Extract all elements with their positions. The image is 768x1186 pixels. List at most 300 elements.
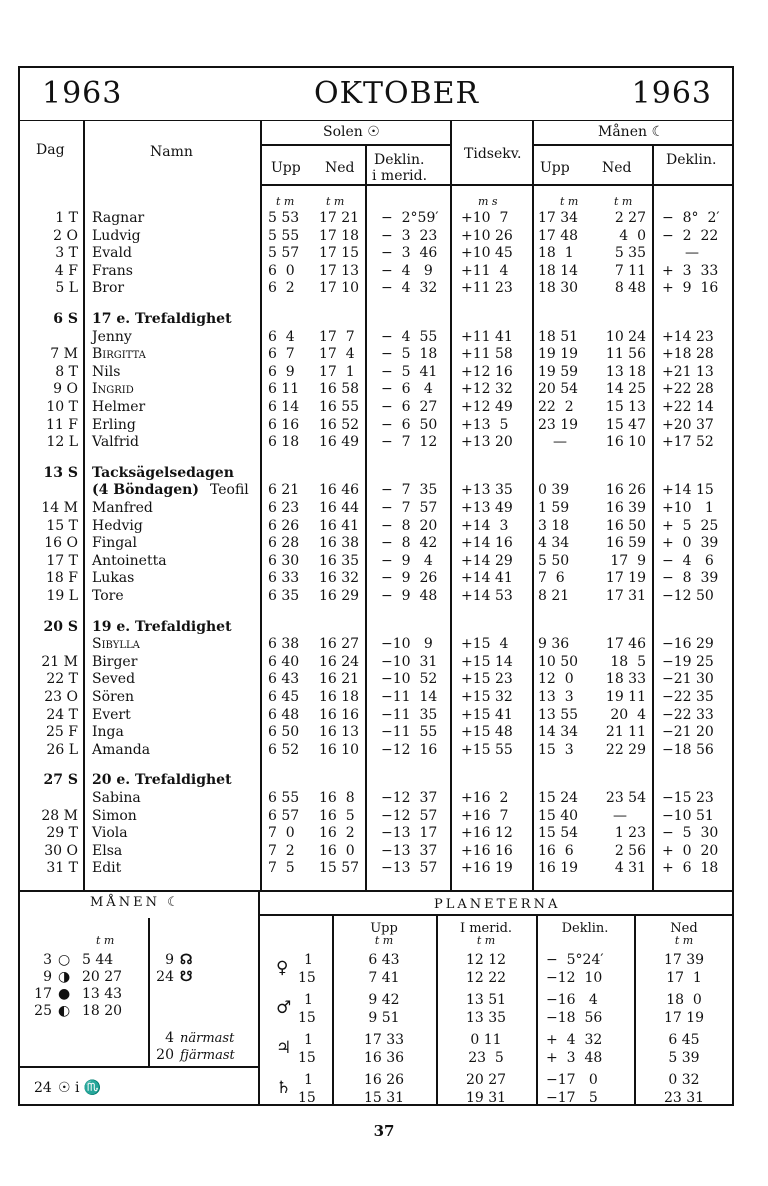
sun-set: 17 4 <box>319 346 355 363</box>
name-day: 20 e. Trefaldighet <box>92 772 232 789</box>
planet-symbol-icon: ♃ <box>276 1038 292 1058</box>
col-mane-upp: Upp <box>540 160 570 176</box>
sun-rise: 6 18 <box>268 434 300 451</box>
sun-declination: − 4 55 <box>381 328 438 345</box>
sun-rise: 6 55 <box>268 790 300 806</box>
planet-set: 6 45 <box>668 1032 700 1048</box>
name-day: Tore <box>92 588 124 604</box>
moon-set: 2 27 <box>614 210 646 226</box>
planet-symbol-icon: ♀ <box>276 958 289 978</box>
equation-of-time: +16 2 <box>461 790 509 806</box>
planet-col-rule-3 <box>536 914 538 1106</box>
equation-of-time: +12 32 <box>461 381 513 398</box>
sun-set: 17 1 <box>319 363 355 380</box>
name-day: Simon <box>92 807 137 824</box>
col-mane-ned: Ned <box>602 160 632 176</box>
planet-unit-merid: t m <box>476 934 496 947</box>
sun-declination: −13 17 <box>381 825 438 842</box>
moon-set: 4 0 <box>619 227 646 244</box>
planet-meridian: 0 11 <box>470 1032 502 1048</box>
sun-rise: 6 43 <box>268 671 300 688</box>
sun-declination: − 8 42 <box>381 535 438 552</box>
moon-declination: − 8° 2′ <box>662 210 720 226</box>
planet-date: 15 <box>298 1090 316 1106</box>
planet-meridian: 12 22 <box>465 970 507 986</box>
day-label: 7 M <box>50 346 78 363</box>
name-day: Valfrid <box>92 434 139 451</box>
name-day: Jenny <box>92 328 132 345</box>
manen-rule <box>532 144 734 146</box>
planet-declination: −16 4 <box>546 992 598 1008</box>
moon-set: 23 54 <box>605 790 646 806</box>
day-label: 2 O <box>53 227 78 244</box>
moon-set: 15 47 <box>605 416 646 433</box>
planet-declination: + 3 48 <box>546 1050 603 1066</box>
moon-rise: 17 34 <box>538 210 579 226</box>
unit-sol-ned: t m <box>326 195 345 208</box>
month-title: OKTOBER <box>314 76 480 111</box>
moon-rise: 19 19 <box>538 346 579 363</box>
moon-phase-day: 17 <box>34 986 52 1002</box>
sun-declination: −11 35 <box>381 706 438 723</box>
sun-set: 16 35 <box>319 552 360 569</box>
moon-rise: 0 39 <box>538 482 570 499</box>
moon-declination: +14 15 <box>662 482 714 499</box>
col-mane-deklin: Deklin. <box>666 152 717 168</box>
moon-set: 16 59 <box>605 535 646 552</box>
moon-phase-day: 25 <box>34 1003 52 1019</box>
moon-set: 17 19 <box>605 570 646 587</box>
moon-distance-label: fjärmast <box>180 1048 235 1063</box>
page-number: 37 <box>373 1122 395 1140</box>
col-dag: Dag <box>36 142 65 158</box>
moon-set: 18 5 <box>610 653 646 670</box>
sun-rise: 6 35 <box>268 588 300 604</box>
moon-declination: − 2 22 <box>662 227 719 244</box>
sun-set: 16 46 <box>319 482 360 499</box>
moon-declination: +21 13 <box>662 363 714 380</box>
planet-rise: 17 33 <box>363 1032 405 1048</box>
moon-rise: 13 55 <box>538 706 579 723</box>
sun-set: 16 32 <box>319 570 360 587</box>
name-day-extra: Teofil <box>210 482 249 499</box>
sun-rise: 7 2 <box>268 842 295 859</box>
equation-of-time: +15 32 <box>461 689 513 705</box>
sun-declination: − 4 9 <box>381 262 433 279</box>
day-label: 16 O <box>44 535 78 552</box>
moon-rise: 12 0 <box>538 671 574 688</box>
planets-title: PLANETERNA <box>434 897 561 912</box>
day-label: 27 S <box>43 772 78 789</box>
planet-meridian: 20 27 <box>465 1072 507 1088</box>
moon-declination: +14 23 <box>662 328 714 345</box>
zodiac-day: 24 <box>34 1080 52 1096</box>
moon-phase-time: 18 20 <box>82 1003 123 1019</box>
moon-distance-label: närmast <box>180 1031 235 1046</box>
moon-set: 19 11 <box>605 689 646 705</box>
sun-declination: −10 31 <box>381 653 438 670</box>
moon-rise: 9 36 <box>538 636 570 653</box>
planet-date: 15 <box>298 970 316 986</box>
day-label: 3 T <box>55 245 78 262</box>
day-label: 19 L <box>46 588 78 604</box>
name-day: Evert <box>92 706 131 723</box>
planet-set: 23 31 <box>663 1090 705 1106</box>
moon-declination: −21 30 <box>662 671 714 688</box>
equation-of-time: +15 14 <box>461 653 513 670</box>
rule-namn <box>260 120 262 890</box>
equation-of-time: +11 58 <box>461 346 513 363</box>
planet-declination: −17 0 <box>546 1072 598 1088</box>
col-manen: Månen ☾ <box>598 124 665 140</box>
sun-rise: 5 55 <box>268 227 300 244</box>
name-day: Birgitta <box>92 346 146 363</box>
sun-declination: − 9 26 <box>381 570 438 587</box>
moon-distance-day: 4 <box>165 1030 174 1046</box>
moon-declination: + 0 39 <box>662 535 719 552</box>
planet-head-ned: Ned <box>670 921 698 936</box>
sun-declination: − 6 4 <box>381 381 433 398</box>
name-day: Seved <box>92 671 136 688</box>
equation-of-time: +16 12 <box>461 825 513 842</box>
sun-set: 16 0 <box>319 842 355 859</box>
sun-declination: −10 52 <box>381 671 438 688</box>
sun-rise: 6 11 <box>268 381 300 398</box>
day-label: 12 L <box>46 434 78 451</box>
moon-declination: −21 20 <box>662 724 714 741</box>
sun-set: 16 29 <box>319 588 360 604</box>
sun-set: 15 57 <box>319 860 360 877</box>
sun-rise: 6 38 <box>268 636 300 653</box>
equation-of-time: +16 16 <box>461 842 513 859</box>
planet-meridian: 23 5 <box>468 1050 504 1066</box>
planet-date: 1 <box>304 952 313 968</box>
name-day: Nils <box>92 363 121 380</box>
moon-set: 17 46 <box>605 636 646 653</box>
sun-rise: 6 33 <box>268 570 300 587</box>
equation-of-time: +14 3 <box>461 517 509 534</box>
name-day: Lukas <box>92 570 135 587</box>
day-label: 1 T <box>55 210 78 226</box>
sun-set: 16 38 <box>319 535 360 552</box>
col-sol-imerid: i merid. <box>372 168 428 184</box>
sun-declination: − 7 35 <box>381 482 438 499</box>
moon-declination: −22 35 <box>662 689 714 705</box>
moon-declination: − 8 39 <box>662 570 719 587</box>
day-label: 13 S <box>43 464 78 481</box>
planet-date: 15 <box>298 1010 316 1026</box>
day-label: 14 M <box>41 500 78 516</box>
unit-tidsekv: m s <box>478 195 498 208</box>
planet-date: 1 <box>304 1032 313 1048</box>
equation-of-time: +12 16 <box>461 363 513 380</box>
day-label: 25 F <box>46 724 78 741</box>
name-day: Viola <box>92 825 128 842</box>
moon-rise: 18 14 <box>538 262 579 279</box>
planet-declination: + 4 32 <box>546 1032 603 1048</box>
moon-set: 21 11 <box>605 724 646 741</box>
bottom-divider <box>258 890 260 1106</box>
name-day: Sibylla <box>92 636 140 653</box>
moon-box-title: MÅNEN ☾ <box>90 895 182 910</box>
moon-rise: 1 59 <box>538 500 570 516</box>
planets-rule <box>258 914 734 916</box>
equation-of-time: +15 48 <box>461 724 513 741</box>
planet-head-deklin: Deklin. <box>561 921 609 936</box>
moon-declination: − 5 30 <box>662 825 719 842</box>
moon-declination: +18 28 <box>662 346 714 363</box>
sun-declination: − 6 50 <box>381 416 438 433</box>
moon-phase-day: 9 <box>43 969 52 985</box>
day-label: 15 T <box>46 517 78 534</box>
equation-of-time: +16 19 <box>461 860 513 877</box>
name-day: 17 e. Trefaldighet <box>92 311 232 327</box>
moon-set: 16 10 <box>605 434 646 451</box>
equation-of-time: +13 49 <box>461 500 513 516</box>
moon-rise: 19 59 <box>538 363 579 380</box>
moon-phase-time: 20 27 <box>82 969 123 985</box>
rule-dag <box>83 120 85 890</box>
day-label: 24 T <box>46 706 78 723</box>
moon-rise: 18 51 <box>538 328 579 345</box>
name-day: Sabina <box>92 790 141 806</box>
day-label: 9 O <box>53 381 78 398</box>
unit-sol-upp: t m <box>276 195 295 208</box>
moon-phase-icon: ○ <box>58 952 71 968</box>
planet-symbol-icon: ♄ <box>276 1078 292 1098</box>
moon-rise: 3 18 <box>538 517 570 534</box>
moon-set: 16 50 <box>605 517 646 534</box>
equation-of-time: +14 16 <box>461 535 513 552</box>
moon-node-day: 24 <box>156 969 174 985</box>
sun-declination: − 4 32 <box>381 280 438 297</box>
moon-declination: − 4 6 <box>662 552 714 569</box>
moon-rise: 15 40 <box>538 807 579 824</box>
planet-rise: 16 26 <box>363 1072 405 1088</box>
equation-of-time: +16 7 <box>461 807 509 824</box>
sun-rise: 6 7 <box>268 346 295 363</box>
sun-rise: 6 40 <box>268 653 300 670</box>
day-label: 31 T <box>46 860 78 877</box>
moon-declination: + 5 25 <box>662 517 719 534</box>
planet-set: 17 1 <box>666 970 702 986</box>
moon-declination: + 9 16 <box>662 280 719 297</box>
moon-set: 8 48 <box>614 280 646 297</box>
name-day: Ludvig <box>92 227 141 244</box>
moon-rise: 16 6 <box>538 842 574 859</box>
sun-rise: 7 5 <box>268 860 295 877</box>
calendar-frame <box>18 66 734 1106</box>
moon-declination: −18 56 <box>662 741 714 758</box>
sun-set: 17 13 <box>319 262 360 279</box>
moon-declination: +17 52 <box>662 434 714 451</box>
sun-set: 16 49 <box>319 434 360 451</box>
sun-declination: −12 16 <box>381 741 438 758</box>
day-label: 30 O <box>44 842 78 859</box>
sun-declination: − 8 20 <box>381 517 438 534</box>
moon-rise: 18 30 <box>538 280 579 297</box>
year-right: 1963 <box>631 76 712 111</box>
planet-set: 17 19 <box>663 1010 705 1026</box>
moon-declination: + 0 20 <box>662 842 719 859</box>
sun-set: 17 15 <box>319 245 360 262</box>
planet-unit-upp: t m <box>374 934 394 947</box>
day-label: 29 T <box>46 825 78 842</box>
name-day: Inga <box>92 724 124 741</box>
sun-declination: −13 57 <box>381 860 438 877</box>
sun-declination: −11 14 <box>381 689 438 705</box>
planet-set: 0 32 <box>668 1072 700 1088</box>
moon-declination: + 3 33 <box>662 262 719 279</box>
name-day: Bror <box>92 280 125 297</box>
moon-set: 15 13 <box>605 399 646 415</box>
moon-rise: 20 54 <box>538 381 579 398</box>
name-day: Manfred <box>92 500 153 516</box>
moon-phase-time: 5 44 <box>82 952 114 968</box>
day-label: 28 M <box>41 807 78 824</box>
planet-rise: 7 41 <box>368 970 400 986</box>
sun-set: 16 13 <box>319 724 360 741</box>
moon-rise: 10 50 <box>538 653 579 670</box>
moon-rise: 23 19 <box>538 416 579 433</box>
equation-of-time: +10 45 <box>461 245 513 262</box>
equation-of-time: +14 53 <box>461 588 513 604</box>
name-day: 19 e. Trefaldighet <box>92 618 232 635</box>
sun-rise: 5 57 <box>268 245 300 262</box>
sun-declination: −12 57 <box>381 807 438 824</box>
equation-of-time: +15 41 <box>461 706 513 723</box>
day-label: 23 O <box>44 689 78 705</box>
descending-node-icon: ☋ <box>180 969 193 985</box>
sun-rise: 6 30 <box>268 552 300 569</box>
sun-set: 16 27 <box>319 636 360 653</box>
equation-of-time: +10 7 <box>461 210 509 226</box>
name-day: Ingrid <box>92 381 134 398</box>
planet-meridian: 12 12 <box>465 952 507 968</box>
planet-rise: 16 36 <box>363 1050 405 1066</box>
moon-declination: −15 23 <box>662 790 714 806</box>
name-day: Sören <box>92 689 135 705</box>
sun-set: 17 7 <box>319 328 355 345</box>
moon-declination: +22 14 <box>662 399 714 415</box>
moon-rise: 4 34 <box>538 535 570 552</box>
sun-rise: 6 16 <box>268 416 300 433</box>
moon-set: 5 35 <box>614 245 646 262</box>
moon-rise: 16 19 <box>538 860 579 877</box>
name-day: Amanda <box>92 741 151 758</box>
planet-meridian: 13 51 <box>465 992 507 1008</box>
moon-set: 20 4 <box>610 706 646 723</box>
name-day: Antoinetta <box>92 552 167 569</box>
moon-phase-icon: ● <box>58 986 71 1002</box>
name-day: Fingal <box>92 535 137 552</box>
day-label: 26 L <box>46 741 78 758</box>
moon-declination: +22 28 <box>662 381 714 398</box>
moon-set: 22 29 <box>605 741 646 758</box>
moon-rise: 15 3 <box>538 741 574 758</box>
zodiac-sign-icon: ☉ i ♏ <box>58 1080 102 1096</box>
name-day: Ragnar <box>92 210 145 226</box>
sun-declination: − 3 23 <box>381 227 438 244</box>
name-day: Helmer <box>92 399 146 415</box>
name-day: Erling <box>92 416 136 433</box>
equation-of-time: +15 4 <box>461 636 509 653</box>
sun-declination: − 7 57 <box>381 500 438 516</box>
sun-declination: − 5 18 <box>381 346 438 363</box>
sun-declination: −13 37 <box>381 842 438 859</box>
moon-phase-icon: ◑ <box>58 969 71 985</box>
sun-declination: − 5 41 <box>381 363 438 380</box>
moon-declination: +20 37 <box>662 416 714 433</box>
moon-set: 4 31 <box>614 860 646 877</box>
sun-rise: 6 57 <box>268 807 300 824</box>
day-label: 4 F <box>54 262 78 279</box>
moon-set: 2 56 <box>614 842 646 859</box>
sun-declination: − 9 4 <box>381 552 433 569</box>
solen-rule <box>260 144 450 146</box>
rule-deklin <box>450 120 452 890</box>
sun-rise: 6 2 <box>268 280 295 297</box>
moon-rise: 18 1 <box>538 245 574 262</box>
sun-declination: −12 37 <box>381 790 438 806</box>
planet-set: 5 39 <box>668 1050 700 1066</box>
equation-of-time: +14 41 <box>461 570 513 587</box>
moon-set: 11 56 <box>605 346 646 363</box>
moon-rise: 7 6 <box>538 570 565 587</box>
moon-set: 10 24 <box>605 328 646 345</box>
day-label: 21 M <box>41 653 78 670</box>
moon-declination: +10 1 <box>662 500 714 516</box>
sun-declination: −11 55 <box>381 724 438 741</box>
moon-rise: 22 2 <box>538 399 574 415</box>
equation-of-time: +11 4 <box>461 262 509 279</box>
sun-rise: 6 26 <box>268 517 300 534</box>
moon-set: 17 31 <box>605 588 646 604</box>
equation-of-time: +11 41 <box>461 328 513 345</box>
planet-symbol-icon: ♂ <box>276 998 292 1018</box>
sun-set: 16 58 <box>319 381 360 398</box>
day-label: 8 T <box>55 363 78 380</box>
col-solen: Solen ☉ <box>323 124 380 140</box>
moon-rise: 5 50 <box>538 552 570 569</box>
moon-declination: — <box>685 245 699 262</box>
moon-declination: −16 29 <box>662 636 714 653</box>
section-rule <box>20 890 734 892</box>
moon-node-day: 9 <box>165 952 174 968</box>
sun-set: 16 16 <box>319 706 360 723</box>
planet-declination: − 5°24′ <box>546 952 604 968</box>
moon-phase-icon: ◐ <box>58 1003 71 1019</box>
sun-rise: 6 23 <box>268 500 300 516</box>
sun-set: 16 5 <box>319 807 355 824</box>
day-label: 11 F <box>46 416 78 433</box>
sun-set: 16 55 <box>319 399 360 415</box>
sun-rise: 6 0 <box>268 262 295 279</box>
planet-meridian: 19 31 <box>465 1090 507 1106</box>
day-label: 6 S <box>53 311 78 327</box>
sun-set: 17 10 <box>319 280 360 297</box>
page-header <box>20 68 732 121</box>
equation-of-time: +14 29 <box>461 552 513 569</box>
col-sol-ned: Ned <box>325 160 355 176</box>
sun-rise: 6 50 <box>268 724 300 741</box>
moon-set: 17 9 <box>610 552 646 569</box>
moon-rise: — <box>553 434 567 451</box>
moon-rise: 13 3 <box>538 689 574 705</box>
sun-set: 16 21 <box>319 671 360 688</box>
sun-rise: 7 0 <box>268 825 295 842</box>
year-left: 1963 <box>42 76 123 111</box>
